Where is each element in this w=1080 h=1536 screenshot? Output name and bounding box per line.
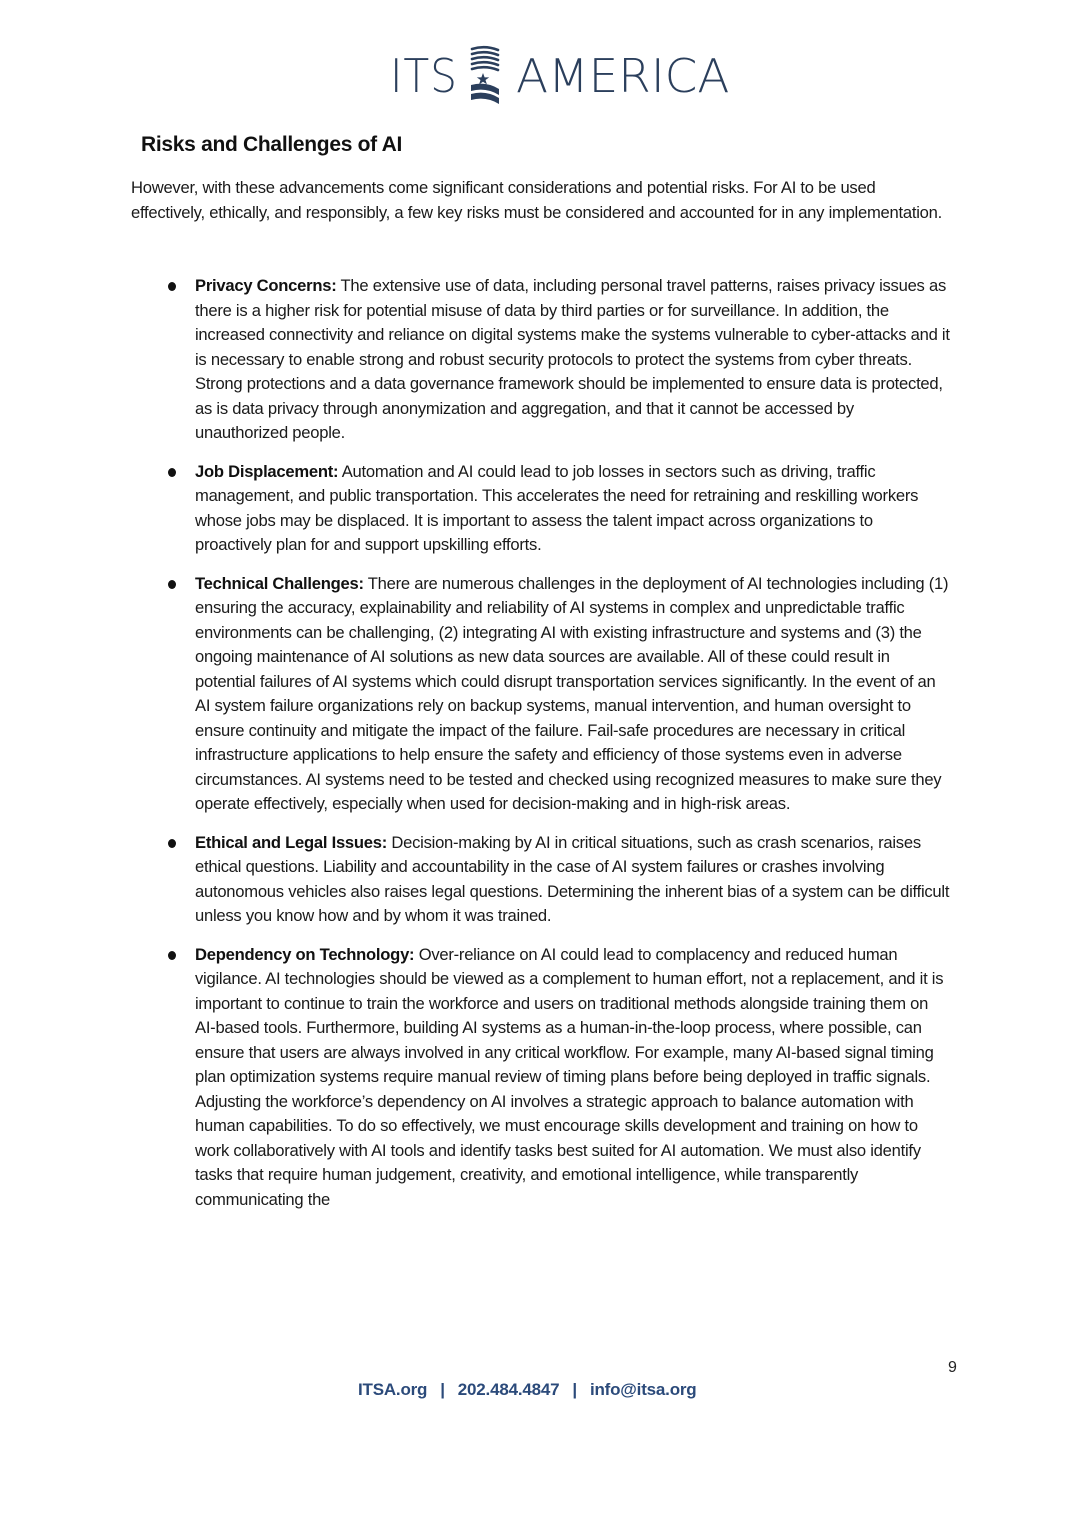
risk-term: Technical Challenges: xyxy=(195,573,364,593)
flag-star-icon xyxy=(468,45,502,107)
logo-text-its: ITS xyxy=(390,49,458,103)
website-link[interactable]: ITSA.org xyxy=(358,1380,428,1399)
risk-term: Dependency on Technology: xyxy=(195,944,415,964)
risk-item-job-displacement xyxy=(130,460,950,558)
logo-text-america: AMERICA xyxy=(516,49,730,103)
footer-contact xyxy=(358,1380,696,1400)
footer-separator: | xyxy=(572,1380,577,1399)
risk-item-dependency xyxy=(130,943,950,1213)
bullet-icon xyxy=(168,580,176,589)
its-america-logo xyxy=(390,42,730,110)
intro-paragraph: However, with these advancements come significant considerations and potential risks. For AI to be used effectively, ethically, and responsibly, a few key risks must be considered and accounted for in any implementation. xyxy=(131,178,942,222)
risk-item-technical-challenges xyxy=(130,572,950,817)
bullet-icon xyxy=(168,951,176,960)
risk-description: Decision-making by AI in critical situations, such as crash scenarios, raises ethical questions. Liability and accountability in the case of AI system failures or crashes involving autonomous vehicles also raises legal questions. Determining the inherent bias of a system can be difficult unless you know how and by whom it was trained. xyxy=(195,832,950,925)
risk-term: Job Displacement: xyxy=(195,461,339,481)
section-title: Risks and Challenges of AI xyxy=(141,133,402,156)
risk-list xyxy=(130,274,950,1212)
risk-term: Privacy Concerns: xyxy=(195,276,337,295)
phone-number[interactable]: 202.484.4847 xyxy=(457,1380,560,1399)
risk-item-privacy xyxy=(130,274,950,446)
bullet-icon xyxy=(168,468,176,477)
risk-description: Automation and AI could lead to job losses in sectors such as driving, traffic management, and public transportation. This accelerates the need for retraining and reskilling workers whose jobs may be displaced. It is important to assess the talent impact across organizations to proactively plan for and support upskilling efforts. xyxy=(195,461,919,554)
bullet-icon xyxy=(168,839,176,848)
page-number: 9 xyxy=(948,1359,957,1376)
risk-description: Over-reliance on AI could lead to complacency and reduced human vigilance. AI technologies should be viewed as a complement to human effort, not a replacement, and it is important to continue to train the workforce and users on traditional methods alongside training them on AI-based tools. Furthermore, building AI systems as a human-in-the-loop process, where possible, can ensure that users are always involved in any critical workflow. For example, many AI-based signal timing plan optimization systems require manual review of timing plans before being deployed in traffic signals. Adjusting the workforce’s dependency on AI involves a strategic approach to balance automation with human capabilities. To do so effectively, we must encourage skills development and training on how to work collaboratively with AI tools and identify tasks best suited for AI automation. We must also identify tasks that require human judgement, creativity, and emotional intelligence, while transparently communicating the xyxy=(195,944,944,1209)
email-link[interactable]: info@itsa.org xyxy=(589,1380,697,1399)
risk-description: There are numerous challenges in the deployment of AI technologies including (1) ensuring the accuracy, explainability and reliability of AI systems in complex and unpredictable traffic environments can be challenging, (2) integrating AI with existing infrastructure and systems and (3) the ongoing maintenance of AI solutions as new data sources are available. All of these could result in potential failures of AI systems which could disrupt transportation services significantly. In the event of an AI system failure organizations rely on backup systems, manual intervention, and human oversight to ensure continuity and mitigate the impact of the failure. Fail-safe procedures are necessary in critical infrastructure applications to help ensure the safety and efficiency of those systems even in adverse circumstances. AI systems need to be tested and checked using recognized measures to make sure they operate effectively, especially when used for decision-making and in high-risk areas. xyxy=(195,573,949,813)
risk-item-ethical-legal xyxy=(130,831,950,929)
bullet-icon xyxy=(168,282,176,291)
footer-separator: | xyxy=(440,1380,445,1399)
risk-description: The extensive use of data, including personal travel patterns, raises privacy issues as there is a higher risk for potential misuse of data by third parties or for surveillance. In addition, the increased connectivity and reliance on digital systems make the systems vulnerable to cyber-attacks and it is necessary to enable strong and robust security protocols to protect the systems from cyber threats. Strong protections and a data governance framework should be implemented to ensure data is protected, as is data privacy through anonymization and aggregation, and that it cannot be accessed by unauthorized people. xyxy=(195,276,950,442)
risk-term: Ethical and Legal Issues: xyxy=(195,832,388,852)
